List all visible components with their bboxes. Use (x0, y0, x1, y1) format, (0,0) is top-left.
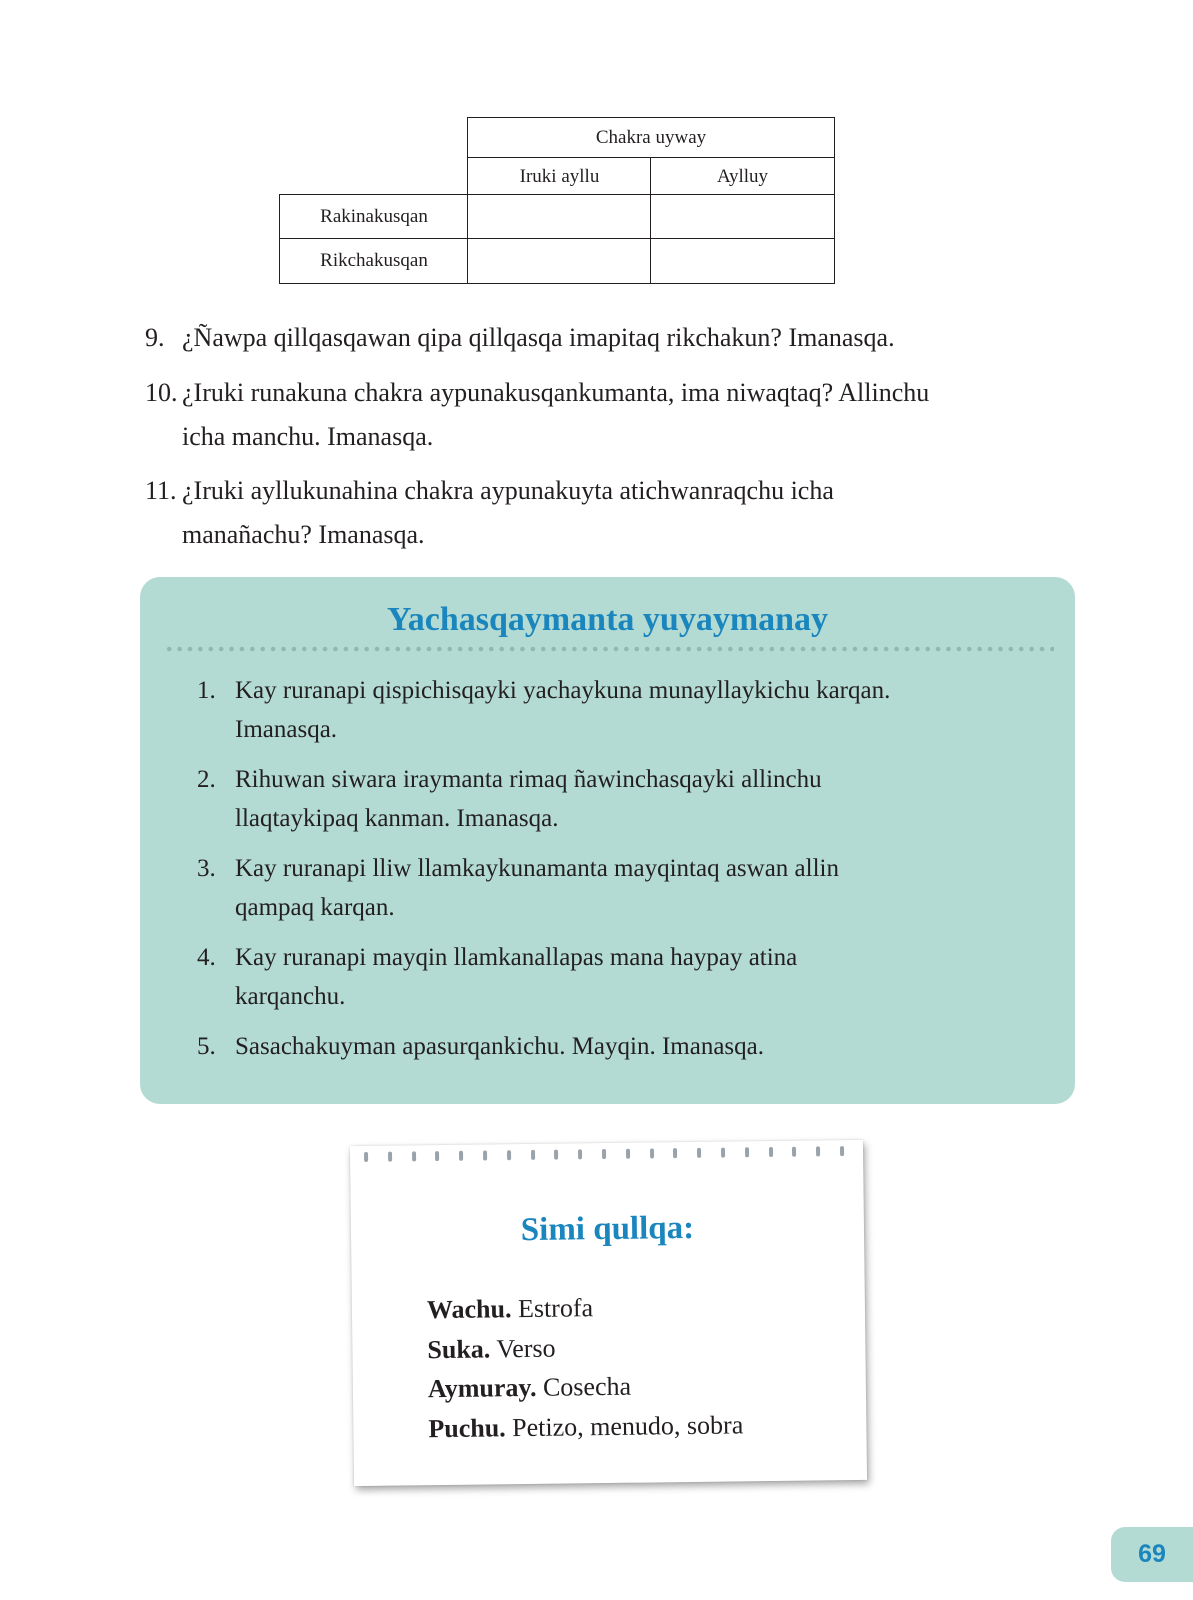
spiral-holes (364, 1146, 844, 1166)
spiral-hole (554, 1150, 558, 1160)
glossary-list (427, 1286, 744, 1448)
page-number: 69 (1111, 1527, 1193, 1582)
item-line: qampaq karqan. (235, 894, 395, 921)
spiral-hole (412, 1151, 416, 1161)
dotted-divider (164, 646, 1054, 652)
spiral-hole (697, 1148, 701, 1158)
question-text (182, 371, 1042, 459)
glossary-term: Suka. (427, 1333, 491, 1364)
spiral-hole (721, 1148, 725, 1158)
spiral-hole (578, 1149, 582, 1159)
question-number: 9. (145, 323, 165, 352)
glossary-term: Puchu. (428, 1412, 506, 1443)
item-line: karqanchu. (235, 983, 346, 1010)
spiral-hole (435, 1151, 439, 1161)
reflection-title: Yachasqaymanta yuyaymanay (386, 601, 829, 638)
spiral-hole (650, 1148, 654, 1158)
item-line: Rihuwan siwara iraymanta rimaq ñawinchasqayki allinchu (235, 766, 822, 793)
item-text (235, 1027, 1025, 1066)
item-line: Sasachakuyman apasurqankichu. Mayqin. Imanasqa. (235, 1033, 765, 1060)
glossary-definition: Estrofa (517, 1293, 594, 1324)
glossary-term: Aymuray. (427, 1372, 537, 1404)
spiral-hole (840, 1146, 844, 1156)
table-cell (467, 194, 652, 240)
reflection-box (140, 577, 1075, 1104)
glossary-entry (427, 1286, 742, 1329)
table-cell (467, 238, 652, 284)
spiral-hole (602, 1149, 606, 1159)
spiral-hole (769, 1147, 773, 1157)
question-line: ¿Iruki runakuna chakra aypunakusqankumanta, ima niwaqtaq? Allinchu (182, 378, 930, 407)
table-col-header-aylluy: Aylluy (650, 157, 835, 196)
table-group-header: Chakra uyway (467, 117, 835, 159)
item-number: 5. (197, 1033, 216, 1060)
glossary-title: Simi qullqa: (520, 1209, 695, 1249)
question-text (182, 469, 1042, 557)
spiral-hole (388, 1152, 392, 1162)
spiral-hole (531, 1150, 535, 1160)
spiral-hole (364, 1152, 368, 1162)
table-cell (650, 194, 835, 240)
question-text (182, 316, 1042, 360)
table-row-header-rikchakusqan: Rikchakusqan (279, 238, 469, 284)
item-number: 1. (197, 677, 216, 704)
item-number: 3. (197, 855, 216, 882)
item-number: 4. (197, 944, 216, 971)
spiral-hole (507, 1150, 511, 1160)
question-line: ¿Iruki ayllukunahina chakra aypunakuyta atichwanraqchu icha (182, 476, 834, 505)
glossary-term: Wachu. (426, 1294, 512, 1325)
item-line: Imanasqa. (235, 716, 338, 743)
item-line: Kay ruranapi mayqin llamkanallapas mana haypay atina (235, 944, 798, 971)
glossary-card (350, 1140, 867, 1486)
item-line: Kay ruranapi qispichisqayki yachaykuna munayllaykichu karqan. (235, 677, 891, 704)
question-line: ¿Ñawpa qillqasqawan qipa qillqasqa imapitaq rikchakun? Imanasqa. (182, 323, 895, 352)
question-number: 11. (145, 476, 177, 505)
spiral-hole (792, 1147, 796, 1157)
item-text (235, 849, 1025, 927)
glossary-definition: Cosecha (542, 1371, 632, 1402)
glossary-entry (428, 1405, 743, 1448)
glossary-definition: Petizo, menudo, sobra (512, 1409, 744, 1442)
glossary-entry (427, 1326, 742, 1369)
question-number: 10. (145, 378, 178, 407)
table-cell (650, 238, 835, 284)
table-col-header-iruki-ayllu: Iruki ayllu (467, 157, 652, 196)
item-number: 2. (197, 766, 216, 793)
glossary-entry (428, 1365, 743, 1408)
spiral-hole (673, 1148, 677, 1158)
table-row-header-rakinakusqan: Rakinakusqan (279, 194, 469, 240)
item-text (235, 938, 1025, 1016)
spiral-hole (483, 1150, 487, 1160)
spiral-hole (626, 1149, 630, 1159)
glossary-definition: Verso (496, 1333, 556, 1363)
question-line: icha manchu. Imanasqa. (182, 422, 434, 451)
item-line: Kay ruranapi lliw llamkaykunamanta mayqintaq aswan allin (235, 855, 839, 882)
item-text (235, 760, 1025, 838)
spiral-hole (459, 1151, 463, 1161)
spiral-hole (745, 1147, 749, 1157)
item-text (235, 671, 1025, 749)
question-line: manañachu? Imanasqa. (182, 520, 425, 549)
item-line: llaqtaykipaq kanman. Imanasqa. (235, 805, 559, 832)
spiral-hole (816, 1146, 820, 1156)
